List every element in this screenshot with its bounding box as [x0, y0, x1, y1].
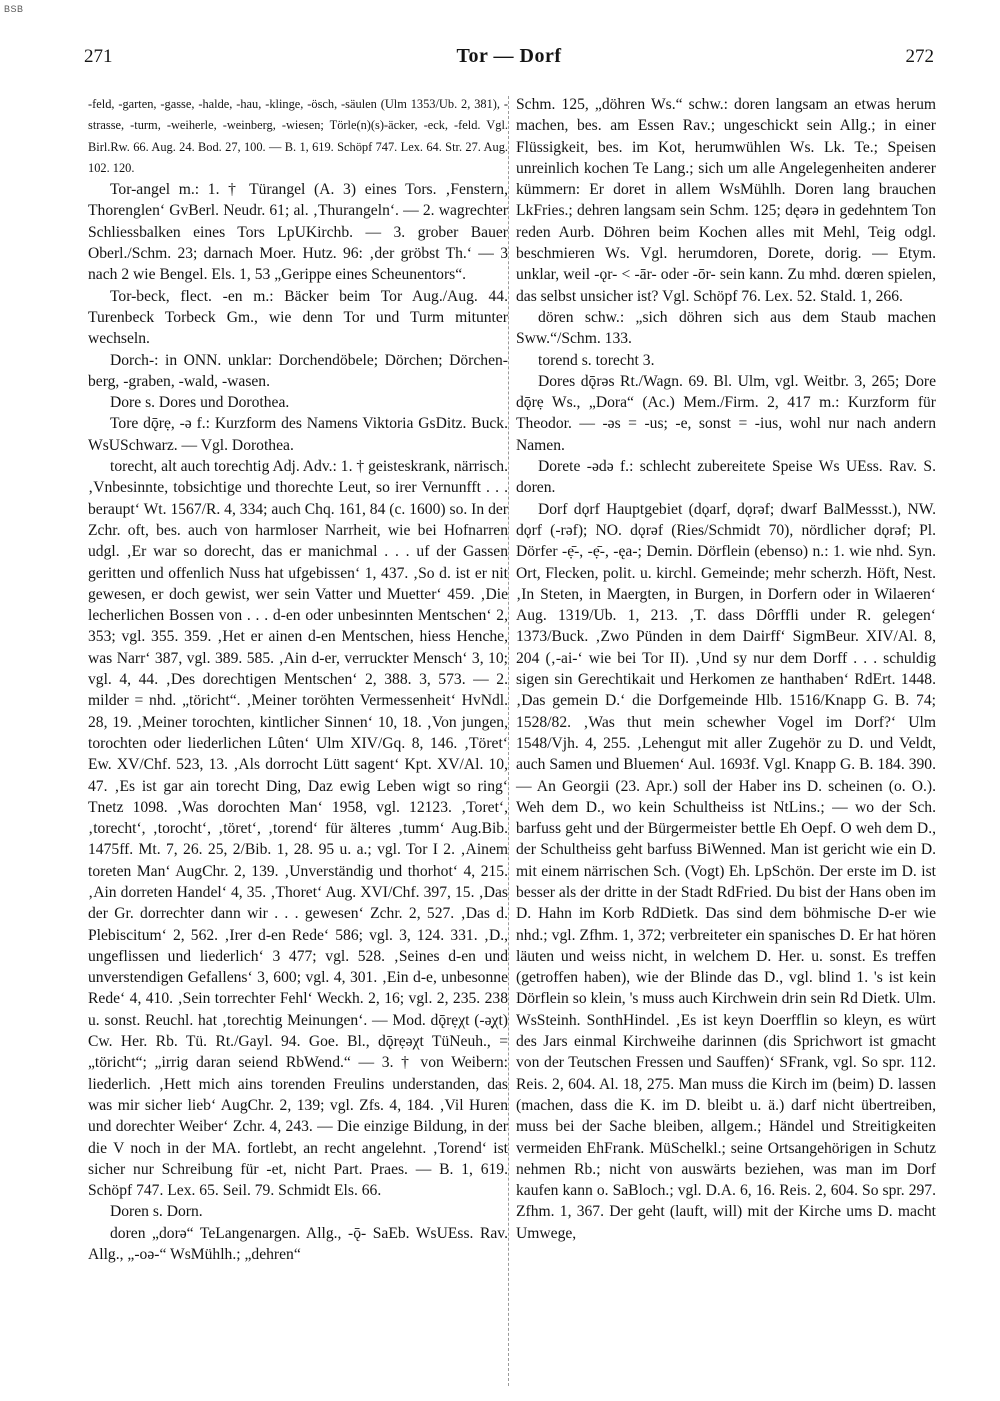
running-title: Tor — Dorf [456, 45, 562, 67]
page-header [84, 46, 934, 72]
dictionary-entry: Tor-beck, flect. -en m.: Bäcker beim Tor Aug./Aug. 44. Turenbeck Torbeck Gm., wie denn Tor und Turm mitunter wechseln. [88, 287, 508, 348]
dictionary-entry: torend s. torecht 3. [538, 351, 655, 369]
dictionary-entry: doren „dorə“ TeLangenargen. Allg., -ǭ- SaEb. WsUEss. Rav. Allg., „-oə-“ WsMühlh.; „dehren“ [88, 1224, 508, 1264]
dictionary-entry: Schm. 125, „döhren Ws.“ schw.: doren langsam an etwas herum machen, bes. am Essen Rav.; ungeschickt sein Allg.; in einer Flüssigkeit, bes. im Kot, herumwühlen Ws. Lk. Te.; Speisen unreinlich kochen Te Lang.; sich um alle Angelegenheiten anderer kümmern: Er doret in allem WsMühlh. Doren lang brauchen LkFries.; dehren langsam sein Schm. 125; dęərə in gedehntem Ton reden Aurb. Döhren beim Kochen alles mit Mehl, Teig odgl. beschmieren Ws. Vgl. herumdoren, Dorete, dorig. — Etym. unklar, weil -ǫr- < -ār- oder -ōr- sein kann. Zu mhd. dœren spielen, das selbst unsicher ist? Vgl. Schöpf 76. Lex. 52. Stald. 1, 266. [516, 96, 936, 305]
dictionary-entry: Dorete -ədə f.: schlecht zubereitete Speise Ws UEss. Rav. S. doren. [516, 458, 936, 497]
left-column [88, 94, 508, 1265]
library-watermark: BSB [4, 4, 24, 14]
dictionary-entry: Tore dǭrẹ, -ə f.: Kurzform des Namens Viktoria GsDitz. Buck. WsUSchwarz. — Vgl. Dorothea. [88, 415, 508, 454]
page-number-left: 271 [84, 46, 113, 67]
dictionary-entry: -feld, -garten, -gasse, -halde, -hau, -klinge, -ösch, -säulen (Ulm 1353/Ub. 2, 381), -strasse, -turm, -weiherle, -weinberg, -wiesen; Törle(n)(s)-äcker, -eck, -feld. Vgl. Birl.Rw. 66. Aug. 24. Bod. 27, 100. — B. 1, 619. Schöpf 747. Lex. 64. Str. 27. Aug. 102. 120. [88, 97, 508, 175]
dictionary-entry: Dorf dǫrf Hauptgebiet (dǫarf, dǫrəf; dwarf BalMessst.), NW. dǫrf (-rəf); NO. dǫrəf (Ries/Schmidt 70), nördlicher dǫrəf; Pl. Dörfer -ẹ̄-, -ẹ̄-, -ęa-; Demin. Dörflein (ebenso) n.: 1. wie nhd. Syn. Ort, Flecken, polit. u. kirchl. Gemeinde; mehr scherzh. Höft, Nest. ‚In Steten, in Maergten, in Burgen, in Dorfern oder in Wilaeren‘ Aug. 1319/Ub. 1, 213. ‚T. dass Dôrffli under R. gelegen‘ 1373/Buck. ‚Zwo Pünden in dem Dairff‘ SigmBeur. XIV/Al. 8, 204 (‚-ai-‘ wie bei Tor II). ‚Und sy nur dem Dorff . . . schuldig sigen sin Gerechtikait und Herkomen ze hanthaben‘ RdErt. 1448. ‚Das gemein D.‘ die Dorfgemeinde Hlb. 1516/Knapp G. B. 74; 1528/82. ‚Was thut mein schewher Vogel im Dorf?‘ Ulm 1548/Vjh. 4, 255. ‚Lehengut mit aller Zugehör zu D. und Veldt, auch Samen und Bluemen‘ Aul. 1693f. Vgl. Knapp G. B. 184. 390. — An Georgii (23. Apr.) soll der Haber ins D. scheinen (o. O.). Weh dem D., wo kein Schultheiss ist NtLins.; — wo der Sch. barfuss geht und der Bürgermeister bettle Eh Oepf. O weh dem D., der Schultheiss geht barfuss BiWenned. Man ist gericht wie ein D. mit einem närrischen Sch. (Vogt) Eh. LpSchön. Der erste im D. ist besser als der dritte in der Stadt RdFried. Du bist der Hans oben im D. Hahn im Korb RdDietk. Das sind dem böhmische D-er wie nhd.; vgl. Zfhm. 1, 372; verbreiteter ein spanisches D. Er hat hören läuten und weiss nicht, in welchem D. Her. u. sonst. Es treffen (getroffen haben), wie der Blinde das D., vgl. blind 1. 's ist kein Dörflein so klein, 's muss auch Kirchwein drin sein Rd Dietk. Ulm. WsSteinh. SonthHindel. ‚Es ist keyn Doerfflin so kleyn, es würt des Jars einmal Kirchweihe darinnen (dis Sprichwort ist gmacht von der Teutschen Fressen und Sauffen)‘ SFrank, vgl. So spr. 112. Reis. 2, 604. Al. 18, 275. Man muss die Kirch im (beim) D. lassen (machen, dass die K. im D. bleibt u. ä.) darf nicht übertreiben, muss bei der Sache bleiben, allgem.; Händel und Streitigkeiten vermeiden EhFrank. MüSchelkl.; seine Ortsangehörigen in Schutz nehmen Rb.; nicht von auswärts beziehen, was man im Dorf kaufen kann o. SaBloch.; vgl. D.A. 6, 16. Reis. 2, 604. So spr. 297. Zfhm. 1, 367. Der geht (lauft, will) mit der Kirche ums D. macht Umwege, [516, 500, 936, 1242]
dictionary-entry: Doren s. Dorn. [110, 1203, 203, 1221]
dictionary-entry: dören schw.: „sich döhren sich aus dem Staub machen Sww.“/Schm. 133. [516, 308, 936, 348]
column-divider [508, 96, 509, 1386]
dictionary-entry: Dorch-: in ONN. unklar: Dorchendöbele; Dörchen; Dörchen-berg, -graben, -wald, -wasen. [88, 351, 508, 390]
right-column [516, 94, 936, 1244]
dictionary-entry: Dore s. Dores und Dorothea. [110, 394, 290, 412]
dictionary-entry: Dores dǭrəs Rt./Wagn. 69. Bl. Ulm, vgl. Weitbr. 3, 265; Dore dǭrẹ Ws., „Dora“ (Ac.) Mem./Firm. 2, 417 m.: Kurzform für Theodor. — -əs = -us; -e, sonst = -ius, wohl nur nach andern Namen. [516, 372, 936, 454]
dictionary-entry: Tor-angel m.: 1. † Türangel (A. 3) eines Tors. ‚Fenstern, Thorenglen‘ GvBerl. Neudr. 61; al. ‚Thurangeln‘. — 2. wagrechter Schliessbalken eines Tors LpUKirchb. — 3. grober Bauer Oberl./Schm. 23; darnach Moer. Hutz. 96: ‚der gröbst Th.‘ — 3 nach 2 wie Bengel. Els. 1, 53 „Gerippe eines Scheunentors“. [88, 181, 508, 284]
dictionary-entry: torecht, alt auch torechtig Adj. Adv.: 1. † geisteskrank, närrisch. ‚Vnbesinnte, tobsichtige und thorechte Leut, so irer Vernunfft . . . beraupt‘ Wt. 1567/R. 4, 334; auch Chq. 161, 84 (c. 1600) so. In der Zchr. oft, bes. auch von harmloser Narrheit, wie bei Hofnarren udgl. ‚Er war so dorecht, das er manichmal . . . uf der Gassen geritten und offenlich Nuss hat ufgebissen‘ 1, 437. ‚So d. ist er nit gewesen, er doch gewist, wer sein Vatter und Muetter‘ 459. ‚Die lecherlichen Bossen von . . . d-en oder unbesinnten Mentschen‘ 2, 353; vgl. 355. 359. ‚Het er ainen d-en Mentschen, hiess Henche, was Narr‘ 387, vgl. 389. 585. ‚Ain d-er, verruckter Mensch‘ 3, 10; vgl. 4, 44. ‚Des dorechtigen Mentschen‘ 2, 388. 3, 573. — 2. milder = nhd. „töricht“. ‚Meiner toröhten Vermessenheit‘ HvNdl. 28, 19. ‚Meiner torochten, kintlicher Sinnen‘ 10, 18. ‚Von jungen, torochten oder liederlichen Lûten‘ Ulm XIV/Gq. 8, 146. ‚Töret‘ Ew. XV/Chf. 523, 13. ‚Als dorrocht Lütt sagent‘ Kpt. XV/Al. 10, 47. ‚Es ist gar ain torecht Ding, Daz ewig Leben wigt so ring‘ Tnetz 1098. ‚Was dorochten Man‘ 1958, vgl. 12123. ‚Toret‘, ‚torecht‘, ‚torocht‘, ‚töret‘, ‚torend‘ für älteres ‚tumm‘ Aug.Bib. 1475ff. Mt. 7, 26. 25, 2/Bib. 1, 28. 95 u. a.; vgl. Tor I 2. ‚Ainem toreten Man‘ AugChr. 2, 139. ‚Unverständig und thorhot‘ 4, 215. ‚Ain dorreten Handel‘ 4, 35. ‚Thoret‘ Aug. XVI/Chf. 397, 15. ‚Das der Gr. dorrechter dann wir . . . gewesen‘ Zchr. 2, 527. ‚Das d. Plebiscitum‘ 2, 562. ‚Irer d-en Rede‘ 586; vgl. 3, 124. 331. ‚D., ungeflissen und liederlich‘ 3 477; vgl. 528. ‚Seines d-en und unverstendigen Gefallens‘ 3, 600; vgl. 4, 301. ‚Ein d-e, unbesonne Rede‘ 4, 410. ‚Sein torrechter Fehl‘ Weckh. 2, 16; vgl. 2, 235. 238 u. sonst. Reuchl. hat ‚torechtig Meinungen‘. — Mod. dǭrẹχt (-ə̣χt) Cw. Her. Rb. Tü. Rt./Gayl. 94. Goe. Bl., dǭrẹəχt TüNeuh., = „töricht“; „irrig daran seiend RbWend.“ — 3. † von Weibern: liederlich. ‚Hett mich ains torenden Freulins understanden, das was mir sicher lieb‘ AugChr. 2, 139; vgl. Zfs. 4, 184. ‚Vil Huren und dorechter Weiber‘ Zchr. 4, 243. — Die einzige Bildung, in der die V noch in der MA. fortlebt, an recht angelehnt. ‚Torend‘ ist sicher nur Schreibung für -et, nicht Part. Praes. — B. 1, 619. Schöpf 747. Lex. 65. Seil. 79. Schmidt Els. 66. [88, 458, 508, 1200]
page-number-right: 272 [905, 46, 934, 67]
